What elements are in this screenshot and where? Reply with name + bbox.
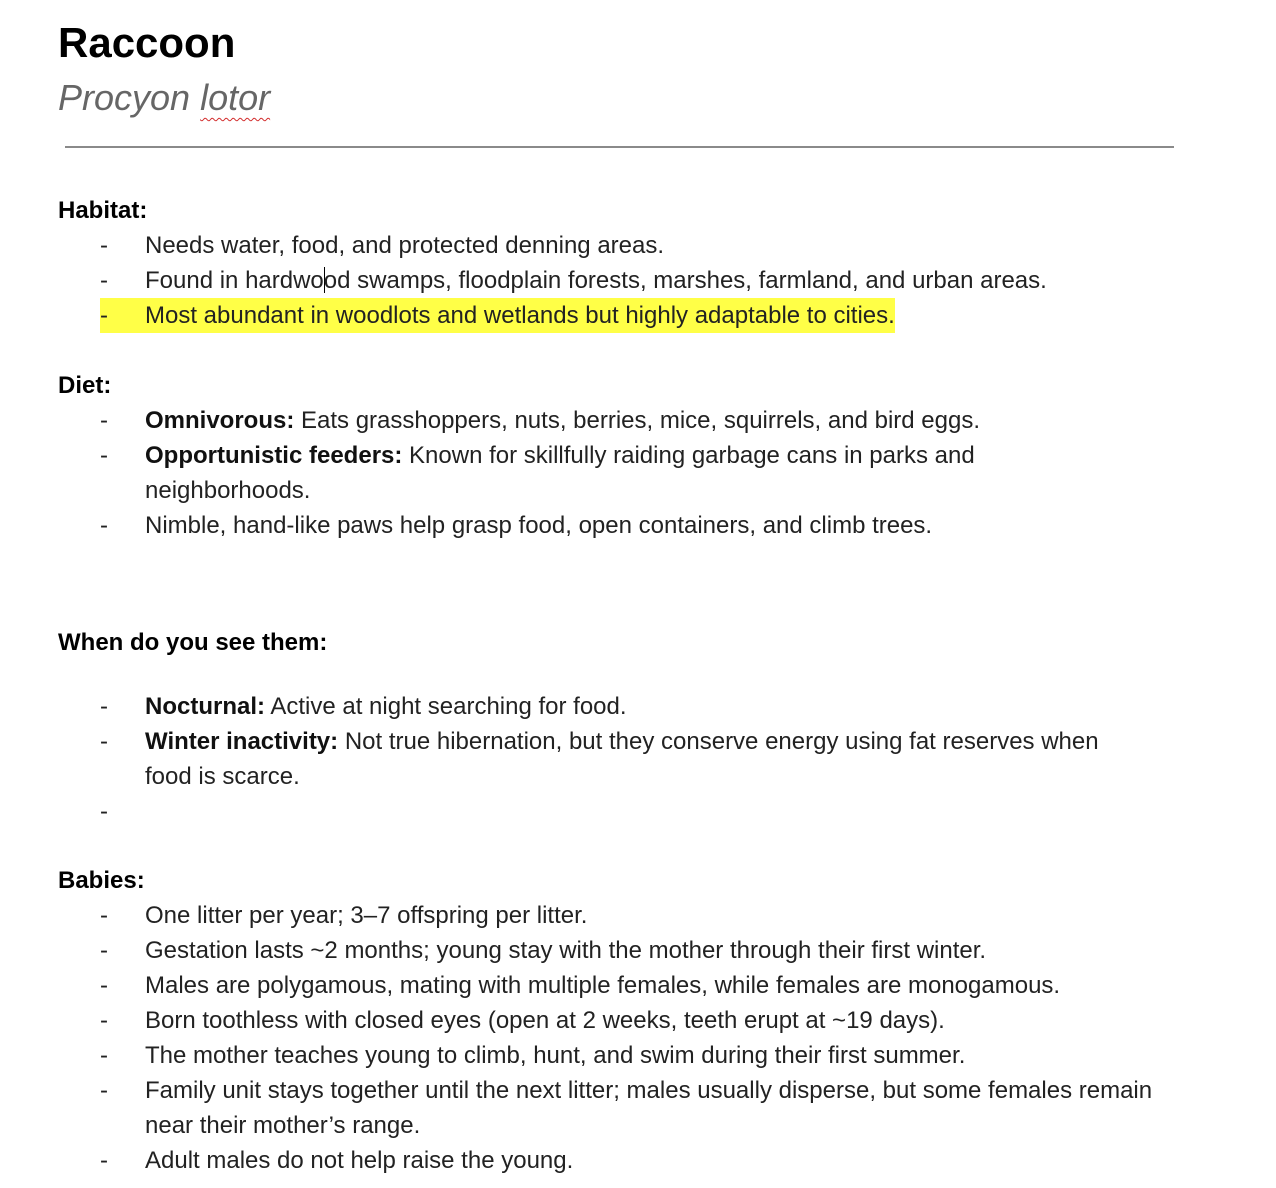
- bullet-dash: -: [100, 693, 108, 720]
- item-detail: Not true hibernation, but they conserve energy using fat reserves when food is scarce.: [145, 728, 1099, 790]
- diet-list: [0, 403, 1276, 543]
- habitat-list: [0, 228, 1276, 333]
- horizontal-rule: [65, 146, 1174, 148]
- item-label: Nocturnal:: [145, 693, 265, 720]
- bullet-dash: -: [100, 1042, 108, 1069]
- list-item-text[interactable]: Needs water, food, and protected denning areas.: [145, 232, 665, 259]
- item-label: Omnivorous:: [145, 407, 295, 434]
- item-label: Winter inactivity:: [145, 728, 339, 755]
- list-item-text[interactable]: [145, 403, 1185, 438]
- list-item[interactable]: [0, 263, 1276, 298]
- bullet-dash: -: [100, 512, 108, 539]
- list-item-text[interactable]: [145, 724, 1135, 794]
- list-item-text[interactable]: [145, 263, 1185, 298]
- list-item-text[interactable]: Adult males do not help raise the young.: [145, 1147, 574, 1174]
- text-after-cursor: od swamps, floodplain forests, marshes, farmland, and urban areas.: [323, 267, 1047, 294]
- item-detail: Active at night searching for food.: [265, 693, 627, 720]
- list-item[interactable]: [0, 689, 1276, 724]
- bullet-dash: -: [100, 1007, 108, 1034]
- list-item-text[interactable]: [145, 689, 1185, 724]
- habitat-heading[interactable]: Habitat:: [58, 197, 148, 224]
- subtitle-genus: Procyon: [58, 77, 201, 118]
- list-item-text[interactable]: One litter per year; 3–7 offspring per litter.: [145, 902, 588, 929]
- list-item-text[interactable]: Most abundant in woodlots and wetlands but highly adaptable to cities.: [145, 298, 895, 333]
- when-heading[interactable]: When do you see them:: [58, 629, 328, 656]
- bullet-dash: -: [100, 798, 108, 825]
- list-item[interactable]: [0, 1038, 1276, 1073]
- document-subtitle[interactable]: [58, 74, 270, 122]
- list-item[interactable]: [0, 933, 1276, 968]
- bullet-dash: -: [100, 442, 108, 469]
- list-item-text[interactable]: Family unit stays together until the next litter; males usually disperse, but some females remain near their mother’s range.: [145, 1077, 1153, 1139]
- when-list: [0, 689, 1276, 829]
- item-detail: Known for skillfully raiding garbage cans in parks and neighborhoods.: [145, 442, 975, 504]
- list-item-text[interactable]: [145, 438, 1065, 508]
- bullet-dash: -: [100, 267, 108, 294]
- list-item-text[interactable]: [145, 794, 1185, 829]
- item-label: Opportunistic feeders:: [145, 442, 403, 469]
- document-title[interactable]: Raccoon: [58, 19, 236, 66]
- list-item[interactable]: [0, 508, 1276, 543]
- list-item-text[interactable]: The mother teaches young to climb, hunt, and swim during their first summer.: [145, 1042, 966, 1069]
- diet-heading[interactable]: Diet:: [58, 372, 112, 399]
- bullet-dash: -: [100, 1147, 108, 1174]
- bullet-dash: -: [100, 937, 108, 964]
- list-item[interactable]: [0, 898, 1276, 933]
- list-item[interactable]: [0, 228, 1276, 263]
- list-item-text[interactable]: Born toothless with closed eyes (open at 2 weeks, teeth erupt at ~19 days).: [145, 1007, 945, 1034]
- bullet-dash: -: [100, 232, 108, 259]
- bullet-dash: -: [100, 972, 108, 999]
- empty-list-item[interactable]: [0, 794, 1276, 829]
- bullet-dash: -: [100, 298, 145, 333]
- list-item[interactable]: [0, 724, 1276, 794]
- list-item-text[interactable]: Gestation lasts ~2 months; young stay with the mother through their first winter.: [145, 937, 987, 964]
- bullet-dash: -: [100, 407, 108, 434]
- list-item-text[interactable]: Males are polygamous, mating with multiple females, while females are monogamous.: [145, 972, 1061, 999]
- text-before-cursor: Found in hardwo: [145, 267, 324, 294]
- list-item[interactable]: [0, 1143, 1276, 1178]
- list-item[interactable]: [0, 438, 1276, 508]
- list-item[interactable]: [0, 403, 1276, 438]
- bullet-dash: -: [100, 902, 108, 929]
- list-item-text[interactable]: Nimble, hand-like paws help grasp food, open containers, and climb trees.: [145, 512, 933, 539]
- bullet-dash: -: [100, 1077, 108, 1104]
- bullet-dash: -: [100, 728, 108, 755]
- list-item[interactable]: [0, 968, 1276, 1003]
- list-item[interactable]: [0, 1073, 1276, 1143]
- list-item[interactable]: [0, 1003, 1276, 1038]
- highlighted-list-item[interactable]: [0, 298, 1276, 333]
- babies-list: [0, 898, 1276, 1178]
- item-detail: Eats grasshoppers, nuts, berries, mice, squirrels, and bird eggs.: [294, 407, 980, 434]
- babies-heading[interactable]: Babies:: [58, 867, 145, 894]
- spellcheck-flagged-word[interactable]: lotor: [200, 77, 271, 118]
